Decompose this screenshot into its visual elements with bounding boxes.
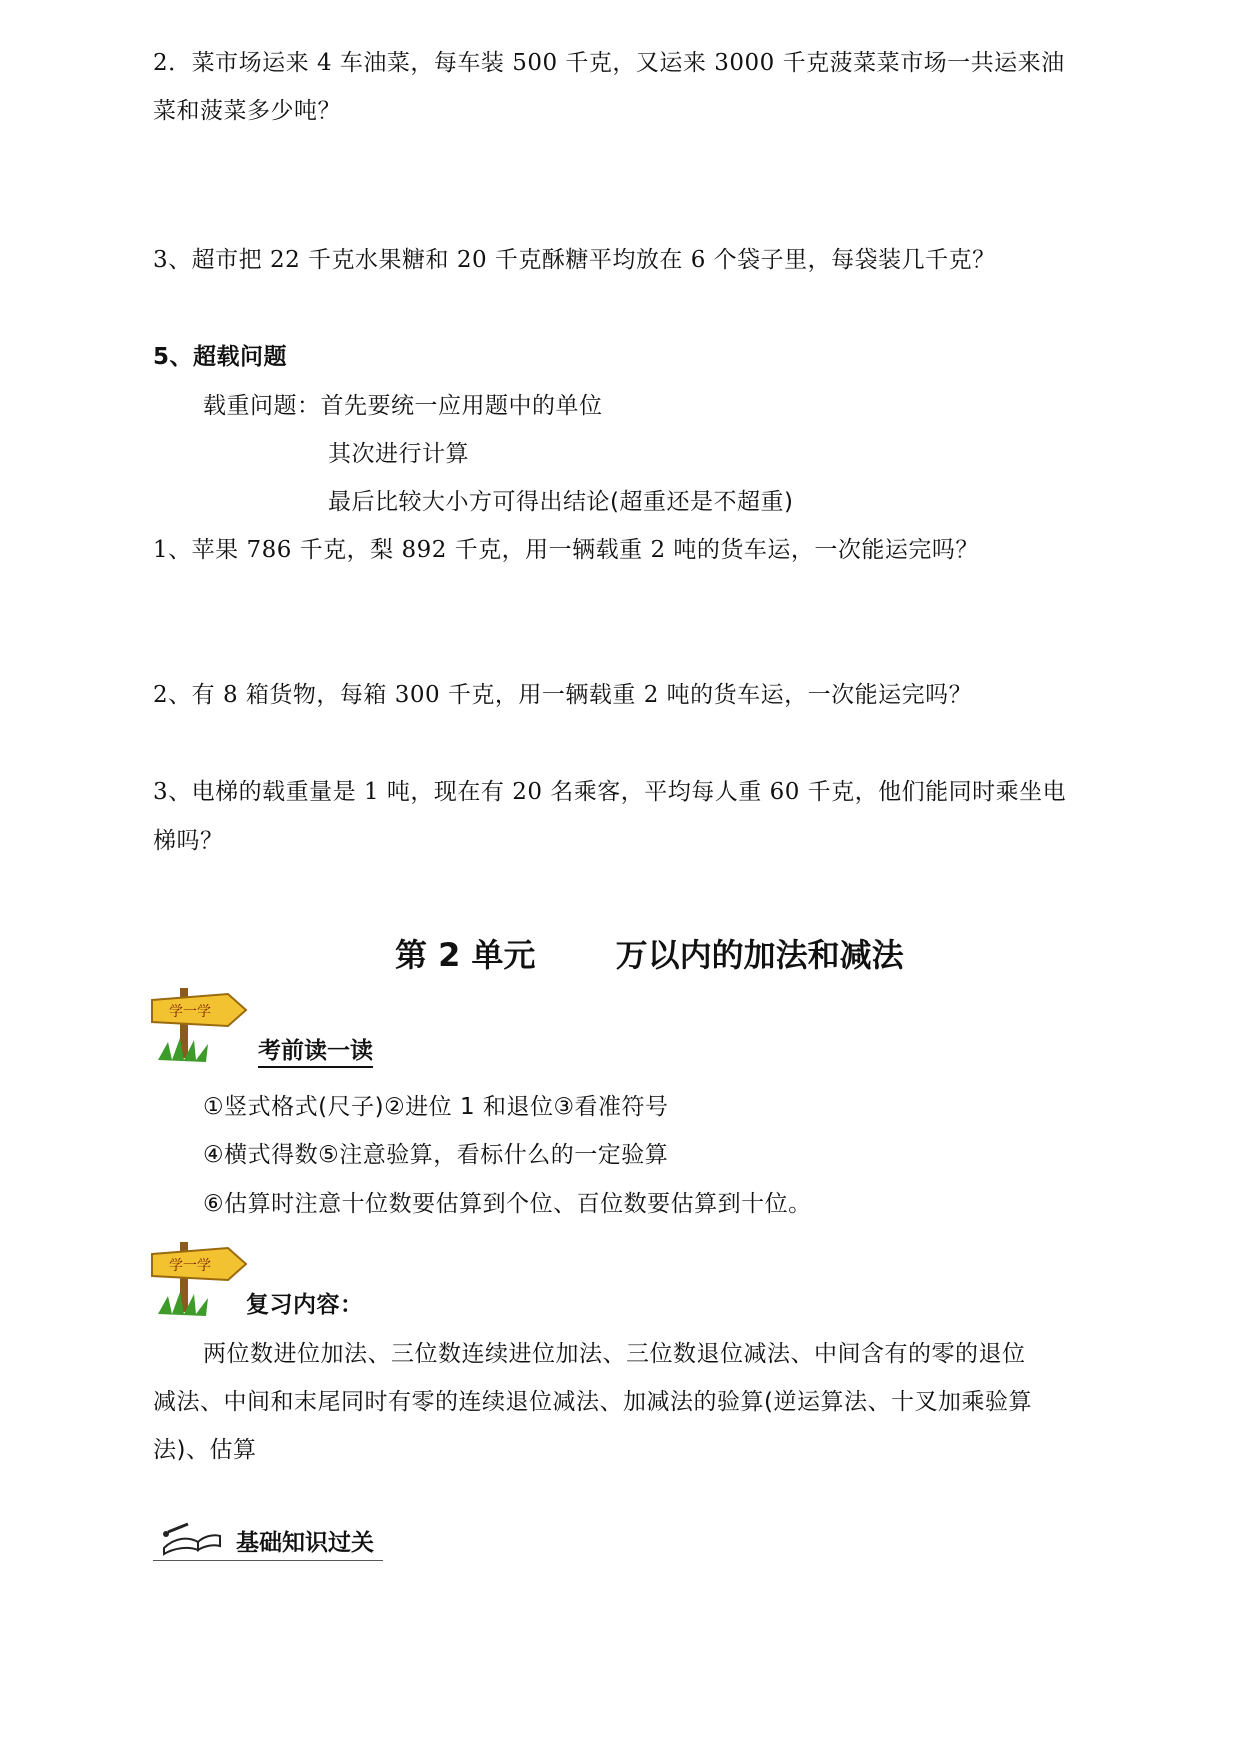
signpost-label: 学一学 bbox=[169, 1258, 211, 1274]
load-rule-3: 最后比较大小方可得出结论(超重还是不超重) bbox=[328, 489, 794, 515]
book-icon bbox=[158, 1518, 222, 1558]
review-line-3: 法)、估算 bbox=[153, 1437, 257, 1463]
problem-3: 3、超市把 22 千克水果糖和 20 千克酥糖平均放在 6 个袋子里，每袋装几千克？ bbox=[153, 247, 996, 273]
problem-2-line-1: 2．菜市场运来 4 车油菜，每车装 500 千克，又运来 3000 千克菠菜菜市场一共运来油 bbox=[153, 50, 1065, 76]
overload-problem-3-line-2: 梯吗？ bbox=[153, 828, 224, 854]
review-section-heading: 复习内容： bbox=[246, 1292, 364, 1318]
read-item-2: ④横式得数⑤注意验算，看标什么的一定验算 bbox=[203, 1142, 669, 1168]
unit-title bbox=[395, 935, 904, 975]
section-5-heading: 5、超载问题 bbox=[153, 344, 288, 370]
review-line-1: 两位数进位加法、三位数连续进位加法、三位数退位减法、中间含有的零的退位 bbox=[203, 1341, 1026, 1367]
review-line-2: 减法、中间和末尾同时有零的连续退位减法、加减法的验算(逆运算法、十叉加乘验算 bbox=[153, 1389, 1032, 1415]
read-item-1: ①竖式格式(尺子)②进位 1 和退位③看准符号 bbox=[203, 1094, 669, 1120]
overload-problem-2: 2、有 8 箱货物，每箱 300 千克，用一辆载重 2 吨的货车运，一次能运完吗？ bbox=[153, 682, 973, 708]
load-rule-1: 载重问题：首先要统一应用题中的单位 bbox=[203, 393, 603, 419]
read-section-heading: 考前读一读 bbox=[258, 1036, 373, 1068]
overload-problem-1: 1、苹果 786 千克，梨 892 千克，用一辆载重 2 吨的货车运，一次能运完吗？ bbox=[153, 537, 979, 563]
signpost-icon bbox=[150, 982, 250, 1064]
unit-name: 万以内的加法和减法 bbox=[615, 936, 904, 974]
load-rule-2: 其次进行计算 bbox=[328, 441, 469, 467]
signpost-icon bbox=[150, 1236, 250, 1318]
section-divider bbox=[153, 1560, 383, 1561]
basics-section-heading: 基础知识过关 bbox=[236, 1530, 374, 1556]
read-item-3: ⑥估算时注意十位数要估算到个位、百位数要估算到十位。 bbox=[203, 1191, 812, 1217]
unit-number: 第 2 单元 bbox=[395, 936, 536, 974]
overload-problem-3-line-1: 3、电梯的载重量是 1 吨，现在有 20 名乘客，平均每人重 60 千克，他们能同时乘坐电 bbox=[153, 779, 1067, 805]
signpost-label: 学一学 bbox=[169, 1004, 211, 1020]
problem-2-line-2: 菜和菠菜多少吨？ bbox=[153, 98, 341, 124]
